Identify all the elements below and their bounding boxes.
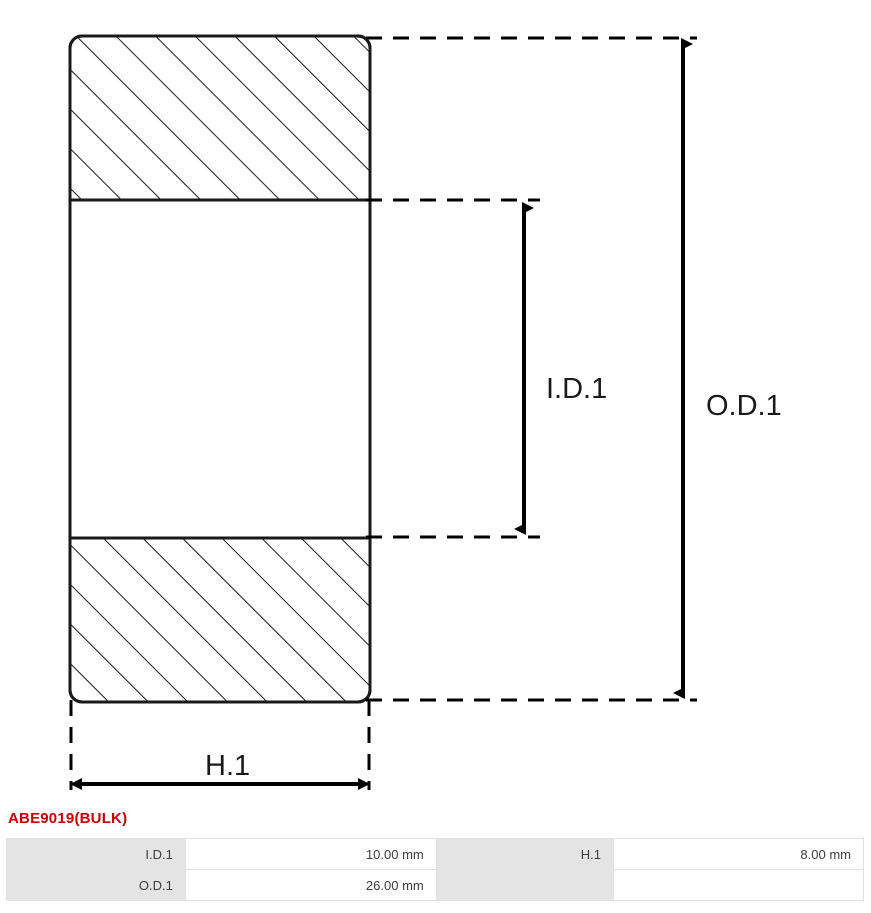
- specifications-table: [6, 838, 864, 901]
- spec-value-empty: [613, 870, 863, 901]
- id-dimension-label: I.D.1: [546, 373, 608, 405]
- spec-value-h: 8.00 mm: [613, 839, 863, 870]
- spec-value-od: 26.00 mm: [185, 870, 436, 901]
- lower-ring-hatch: [70, 538, 370, 702]
- spec-label-id: I.D.1: [7, 839, 186, 870]
- table-row: [7, 839, 864, 870]
- table-row: [7, 870, 864, 901]
- h-dimension-label: H.1: [205, 750, 251, 782]
- spec-label-h: H.1: [436, 839, 613, 870]
- spec-label-empty: [436, 870, 613, 901]
- part-number: ABE9019(BULK): [8, 810, 128, 827]
- spec-value-id: 10.00 mm: [185, 839, 436, 870]
- od-dimension-label: O.D.1: [706, 390, 782, 422]
- spec-label-od: O.D.1: [7, 870, 186, 901]
- upper-ring-hatch: [70, 36, 370, 200]
